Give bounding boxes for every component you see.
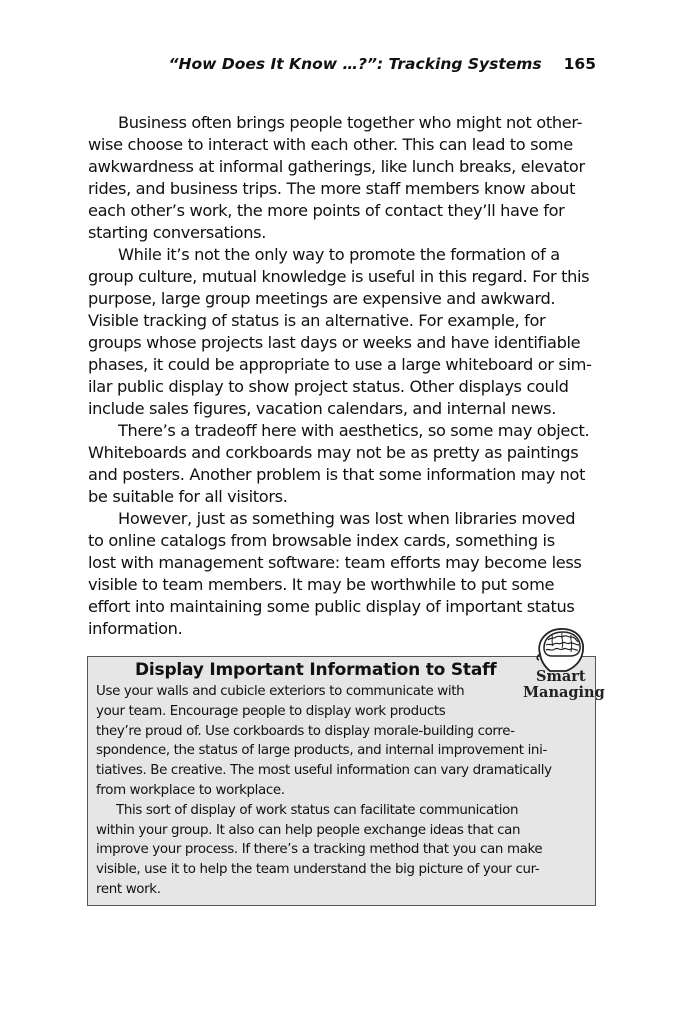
text-line: starting conversations. [88, 223, 267, 242]
text-line: wise choose to interact with each other. This can lead to some [88, 135, 573, 154]
text-line: effort into maintaining some public display of important status [88, 597, 575, 616]
body-text [88, 112, 598, 640]
sidebar-line: rent work. [96, 881, 161, 897]
text-line: Visible tracking of status is an alternative. For example, for [88, 311, 546, 330]
text-line: ilar public display to show project status. Other displays could [88, 377, 569, 396]
text-line: to online catalogs from browsable index cards, something is [88, 531, 555, 550]
body-paragraph [88, 420, 598, 508]
text-line: Whiteboards and corkboards may not be as pretty as paintings [88, 443, 579, 462]
sidebar-line: Use your walls and cubicle exteriors to communicate with [96, 684, 465, 699]
logo-word-managing: Managing [523, 684, 605, 701]
page-number: 165 [563, 55, 596, 73]
sidebar-line: improve your process. If there’s a tracking method that you can make [96, 842, 543, 858]
text-line: There’s a tradeoff here with aesthetics, so some may object. [118, 421, 590, 440]
sidebar-line: tiatives. Be creative. The most useful information can vary dramatically [96, 763, 552, 779]
text-line: visible to team members. It may be worthwhile to put some [88, 575, 555, 594]
text-line: include sales figures, vacation calendars, and internal news. [88, 399, 557, 418]
text-line: awkwardness at informal gatherings, like lunch breaks, elevator [88, 157, 585, 176]
sidebar-line: your team. Encourage people to display work products [96, 703, 446, 719]
running-title: “How Does It Know …?”: Tracking Systems [168, 55, 542, 73]
text-line: group culture, mutual knowledge is useful in this regard. For this [88, 267, 590, 286]
sidebar-line: they’re proud of. Use corkboards to display morale-building corre- [96, 723, 515, 739]
sidebar-line: within your group. It also can help people exchange ideas that can [96, 822, 521, 838]
sidebar-line: from workplace to workplace. [96, 782, 285, 798]
body-paragraph [88, 244, 598, 420]
body-paragraph [88, 112, 598, 244]
text-line: However, just as something was lost when libraries moved [118, 509, 576, 528]
running-head [169, 55, 596, 73]
sidebar-line: spondence, the status of large products, and internal improvement ini- [96, 743, 547, 759]
text-line: While it’s not the only way to promote the formation of a [118, 245, 560, 264]
text-line: Business often brings people together who might not other- [118, 113, 583, 132]
text-line: lost with management software: team efforts may become less [88, 553, 582, 572]
text-line: phases, it could be appropriate to use a large whiteboard or sim- [88, 355, 592, 374]
text-line: groups whose projects last days or weeks and have identifiable [88, 333, 581, 352]
logo-word-smart: Smart [536, 668, 586, 685]
body-paragraph [88, 508, 598, 640]
text-line: be suitable for all visitors. [88, 487, 288, 506]
text-line: rides, and business trips. The more staff members know about [88, 179, 576, 198]
sidebar-line: This sort of display of work status can facilitate communication [116, 802, 519, 818]
sidebar-text [96, 682, 591, 900]
brain-head-icon [532, 626, 588, 672]
sidebar-title: Display Important Information to Staff [135, 660, 497, 680]
text-line: and posters. Another problem is that some information may not [88, 465, 586, 484]
smart-managing-logo [520, 626, 605, 716]
text-line: purpose, large group meetings are expensive and awkward. [88, 289, 556, 308]
text-line: information. [88, 619, 183, 638]
text-line: each other’s work, the more points of contact they’ll have for [88, 201, 565, 220]
sidebar-line: visible, use it to help the team understand the big picture of your cur- [96, 862, 540, 878]
